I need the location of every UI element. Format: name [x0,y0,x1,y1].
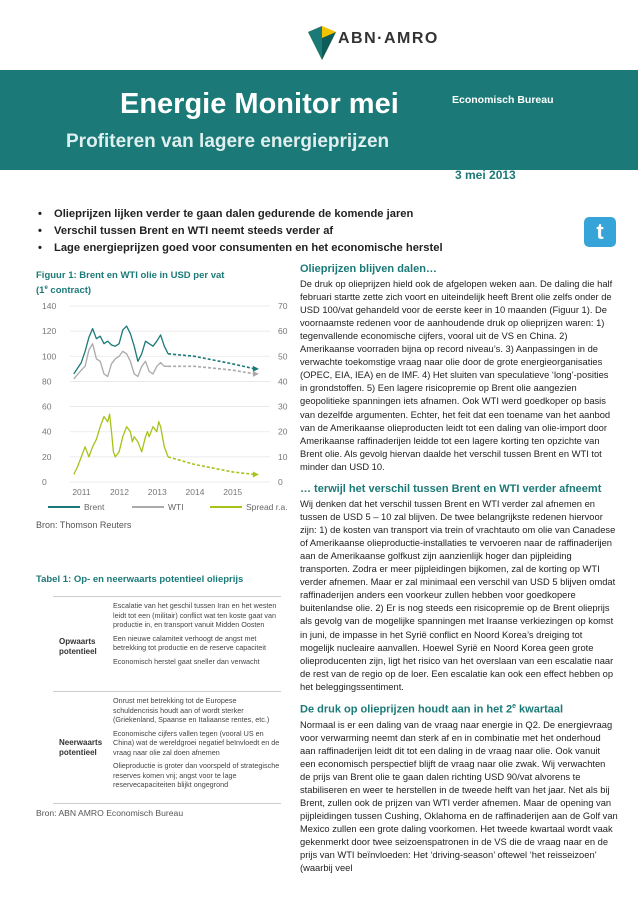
key-point: • Lage energieprijzen goed voor consumenten en het economische herstel [38,240,558,257]
section-heading: … terwijl het verschil tussen Brent en WTI verder afneemt [300,483,602,495]
row-item: Economische cijfers vallen tegen (vooral US en China) wat de wereldgroei negatief beïnvloedt en de vraag naar olie zal doen afnemen [113,728,280,757]
row-items [113,601,281,670]
row-label: Neerwaarts potentieel [59,738,103,757]
table-divider [53,691,281,692]
row-item: Economisch herstel gaat sneller dan verwacht [113,656,260,666]
y-left-tick-label: 0 [42,477,47,487]
series-wti-prognose [168,366,255,374]
page-subtitle: Profiteren van lagere energieprijzen [66,131,390,152]
y-left-tick-label: 80 [42,376,52,387]
section-body: Normaal is er een daling van de vraag naar energie in Q2. De energievraag voor verwarming neemt dan sterk af en in combinatie met het onderhoud aan raffinaderijen leidt dit tot een daling in de vraag naar olie. Ook vanuit een economisch perspectief blijft de vraag naar olie zwak. Wij verwachten de prijs van Brent olie te gaan dalen richting USD 90/vat alvorens te stabiliseren en weer te herstellen in de tweede helft van het jaar. Net als bij Brent, zullen ook de prijzen van WTI verder afnemen. Maar de opening van pijpleidingen tussen Cushing, Oklahoma en de raffinaderijen aan de Golf van Mexico zullen een grote daling voorkomen. Het tweede kwartaal wordt vaak gekenmerkt door twee seizoenspatronen in de VS die de vraag naar en de prijs van WTI beïnvloeden: Het ‘driving-season’ oftewel ‘het reisseizoen’ (waarbij veel [300,719,618,874]
y-left-tick-label: 60 [42,401,52,412]
x-tick-label: 2011 [72,487,91,497]
department: Economisch Bureau [452,94,554,106]
y-right-tick-label: 10 [278,451,288,462]
y-right-tick-label: 0 [278,477,283,487]
key-points [38,206,558,257]
forecast-arrowhead [253,366,259,372]
y-left-tick-label: 40 [42,426,52,437]
legend-brent-label: Brent [84,502,105,512]
key-point: • Verschil tussen Brent en WTI neemt steeds verder af [38,223,558,240]
x-tick-label: 2014 [185,487,205,497]
y-left-tick-label: 120 [42,326,57,337]
article-section-2 [300,483,618,694]
y-right-tick-label: 50 [278,351,288,362]
twitter-icon[interactable]: t [584,217,616,247]
section-body: De druk op olieprijzen hield ook de afgelopen weken aan. De daling die half februari startte zette zich voort en uiteindelijk heeft Brent olie zelfs onder de USD 100/vat gehandeld voor de eerste keer in 10 maanden (Figuur 1). De voornaamste redenen voor de aanhoudende druk op olieprijzen waren: 1) tegenvallende economische cijfers, vooral uit de VS en China. 2) Amerikaanse voorraden bijna op record niveau’s. 3) Aanpassingen in de verwachte toekomstige vraag naar olie door de grote energieorganisaties (OPEC, EIA, IEA) en de IMF. 4) Het sluiten van speculatieve ‘long’-posities in grondstoffen. 5) Een lagere risicopremie op Brent olie aangezien geopolitieke spanningen iets afnamen. Ook WTI werd goedkoper op basis van dezelfde argumenten. Echter, het feit dat een toename van het aanbod van de Amerikaanse olieproducten leidt tot een daling van olie-import door Amerikaanse raffinaderijen leidde tot een lagere korting ten opzichte van Brent olie. Als gevolg hiervan daalde het verschil tussen Brent en WTI tot minder dan USD 10. [300,279,613,472]
y-right-tick-label: 30 [278,401,288,412]
y-left-tick-label: 20 [42,451,52,462]
brand-name: ABN·AMRO [338,30,439,47]
legend-wti-label: WTI [168,502,184,512]
y-left-tick-label: 100 [42,351,57,362]
table-title: Tabel 1: Op- en neerwaarts potentieel olieprijs [36,574,244,585]
x-tick-label: 2012 [110,487,129,497]
figure-source: Bron: Thomson Reuters [36,520,132,530]
publication-date: 3 mei 2013 [455,168,516,182]
row-item: Olieproductie is groter dan voorspeld of strategische reserves komen vrij; angst voor te lage reservecapaciteiten blijkt ongegrond [113,761,280,789]
y-right-tick-label: 40 [278,376,288,387]
series-spread-r-a [74,414,168,474]
row-item: Een nieuwe calamiteit verhoogt de angst met betrekking tot productie en de reserve capaciteit [113,633,267,652]
forecast-arrowhead [253,371,259,377]
x-tick-label: 2013 [147,487,167,497]
table-source: Bron: ABN AMRO Economisch Bureau [36,808,184,818]
y-right-tick-label: 60 [278,326,288,337]
section-heading: De druk op olieprijzen houdt aan in het 2e kwartaal [300,703,564,716]
article-section-1 [300,263,618,474]
figure-title: Figuur 1: Brent en WTI olie in USD per vat (1e contract) [36,270,225,297]
series-wti [74,344,168,379]
y-right-tick-label: 20 [278,426,288,437]
section-heading: Olieprijzen blijven dalen… [300,263,437,275]
legend-spread-label: Spread r.a. [246,502,288,512]
article-section-3 [300,700,618,875]
row-label: Opwaarts potentieel [59,637,97,656]
risk-table [53,596,281,804]
y-left-tick-label: 140 [42,301,57,311]
x-tick-label: 2015 [223,487,243,497]
forecast-arrowhead [253,471,259,477]
row-item: Escalatie van het geschil tussen Iran en het westen leidt tot een (militair) conflict wat ten koste gaat van productie in, en transport vanuit Midden Oosten [113,601,277,629]
chart-legend [40,500,300,516]
row-items [113,696,281,794]
key-point: • Olieprijzen lijken verder te gaan dalen gedurende de komende jaren [38,206,558,223]
table-row [53,696,281,804]
series-spread-prognose [168,457,255,475]
y-right-tick-label: 70 [278,301,288,311]
page-title: Energie Monitor mei [120,88,399,120]
series-brent [74,326,168,374]
section-body: Wij denken dat het verschil tussen Brent en WTI verder zal afnemen en tussen de USD 5 – 10 zal blijven. De twee belangrijkste redenen hiervoor zijn: 1) de kosten van transport via trein of vrachtauto om olie van Canadese of Amerikaanse olieproductie-installaties te vervoeren naar de raffinaderijen aan de Amerikaanse golfkust zijn aanzienlijk hoger dan pijpleiding transporten. Zodra er meer pijpleidingen bijkomen, zal de korting op WTI verder afnemen. Maar er zal minimaal een verschil van USD 5 blijven omdat raffinaderijen anders een voorkeur zullen hebben voor goedkopere buitenlandse olie. 2) Er is nog steeds een risicopremie op de Brent olieprijs als gevolg van de mogelijke spanningen met Iraanse verkiezingen op komst in juni, de impasse in het Syrië conflict en Noord Korea’s dreiging tot mogelijk nucleaire aanvallen. Hoewel Syrië en Noord Korea geen grote olieproducenten zijn, ligt het risico van het overslaan van een escalatie naar de rest van de regio op de loer. Een escalatie kan ook een effect hebben op het beleggingssentiment. [300,499,616,692]
row-item: Onrust met betrekking tot de Europese schuldencrisis houdt aan of wordt sterker (Griekenland, Spaanse en Italiaanse rentes, etc.) [113,696,270,724]
table-row [53,601,281,693]
oil-price-chart [30,296,295,514]
